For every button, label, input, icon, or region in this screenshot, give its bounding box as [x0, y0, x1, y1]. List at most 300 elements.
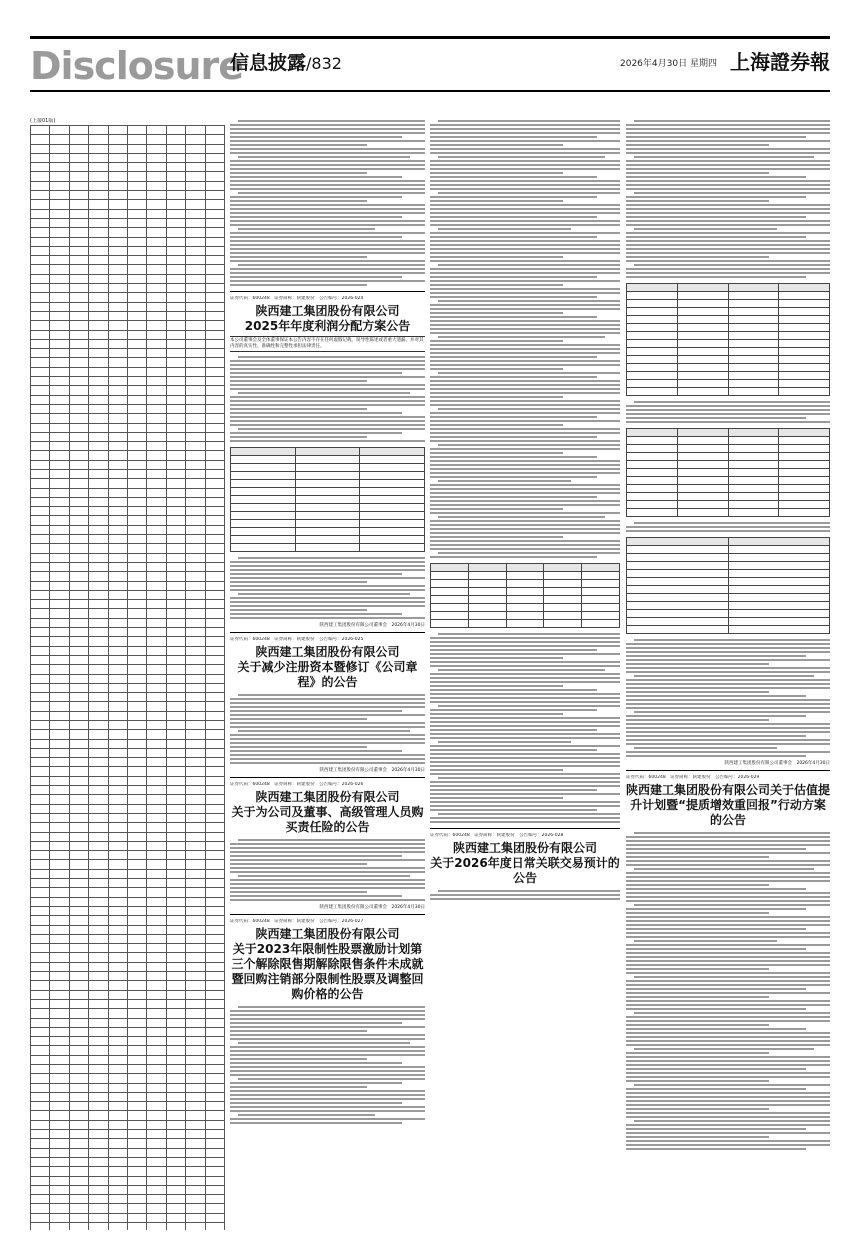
- table-cell: [147, 674, 166, 683]
- table-cell: [108, 711, 127, 720]
- company-name: 陕西建工集团股份有限公司: [255, 645, 400, 659]
- text-line: [430, 801, 620, 803]
- table-cell: [728, 300, 779, 308]
- text-line: [430, 232, 620, 234]
- table-cell: [205, 256, 224, 265]
- table-cell: [186, 302, 205, 311]
- table-cell: [108, 246, 127, 255]
- table-cell: [166, 637, 185, 646]
- table-row: [31, 944, 225, 953]
- table-cell: [50, 841, 69, 850]
- data-table: [30, 125, 225, 1230]
- table-cell: [127, 460, 146, 469]
- table-cell: [166, 265, 185, 274]
- table-cell: [166, 776, 185, 785]
- text-line: [238, 875, 410, 877]
- table-cell: [166, 163, 185, 172]
- table-cell: [50, 981, 69, 990]
- table-cell: [779, 445, 830, 453]
- table-cell: [728, 469, 779, 477]
- table-cell: [186, 1204, 205, 1213]
- table-cell: [205, 758, 224, 767]
- text-line: [626, 912, 769, 914]
- table-cell: [186, 172, 205, 181]
- table-cell: [728, 626, 830, 634]
- table-cell: [69, 507, 88, 516]
- table-cell: [50, 237, 69, 246]
- table-cell: [147, 302, 166, 311]
- table-cell: [186, 330, 205, 339]
- table-cell: [127, 888, 146, 897]
- section-title-text: 信息披露: [230, 52, 307, 74]
- table-cell: [50, 423, 69, 432]
- table-cell: [677, 445, 728, 453]
- table-cell: [166, 944, 185, 953]
- table-cell: [50, 795, 69, 804]
- table-cell: [69, 1204, 88, 1213]
- table-cell: [360, 504, 425, 512]
- table-cell: [166, 153, 185, 162]
- text-line: [230, 742, 425, 744]
- table-cell: [205, 581, 224, 590]
- table-cell: [50, 618, 69, 627]
- announcement-header: [230, 919, 425, 1002]
- separator: [230, 291, 425, 292]
- text-line: [430, 773, 620, 775]
- table-cell: [108, 460, 127, 469]
- text-line: [626, 1076, 830, 1078]
- table-cell: [108, 1176, 127, 1185]
- table-cell: [69, 572, 88, 581]
- table-cell: [677, 284, 728, 292]
- table-row: [31, 302, 225, 311]
- text-line: [230, 408, 367, 410]
- table-cell: [31, 218, 50, 227]
- table-cell: [205, 1130, 224, 1139]
- text-line: [626, 172, 769, 174]
- table-cell: [431, 612, 469, 620]
- table-cell: [69, 181, 88, 190]
- table-cell: [50, 739, 69, 748]
- table-cell: [127, 1148, 146, 1157]
- table-cell: [186, 739, 205, 748]
- text-line: [230, 1010, 425, 1012]
- table-cell: [50, 516, 69, 525]
- table-cell: [69, 628, 88, 637]
- table-cell: [69, 525, 88, 534]
- text-line: [438, 813, 620, 815]
- table-row: [31, 525, 225, 534]
- table-cell: [50, 730, 69, 739]
- table-cell: [69, 879, 88, 888]
- text-line: [230, 750, 402, 752]
- table-cell: [108, 181, 127, 190]
- table-cell: [166, 879, 185, 888]
- table-cell: [627, 356, 678, 364]
- text-line: [634, 639, 830, 641]
- table-cell: [89, 646, 108, 655]
- table-cell: [166, 1064, 185, 1073]
- table-cell: [127, 358, 146, 367]
- table-cell: [205, 711, 224, 720]
- text-line: [430, 260, 620, 262]
- company-name: 陕西建工集团股份有限公司: [255, 790, 400, 804]
- table-cell: [50, 804, 69, 813]
- table-cell: [205, 674, 224, 683]
- table-cell: [582, 612, 620, 620]
- text-line: [430, 793, 620, 795]
- table-cell: [108, 981, 127, 990]
- table-cell: [186, 934, 205, 943]
- table-cell: [147, 432, 166, 441]
- text-line: [430, 420, 620, 422]
- text-line: [230, 754, 425, 756]
- table-cell: [166, 172, 185, 181]
- table-cell: [50, 851, 69, 860]
- table-cell: [108, 1046, 127, 1055]
- text-line: [430, 645, 620, 647]
- table-cell: [31, 339, 50, 348]
- table-cell: [127, 786, 146, 795]
- text-line: [626, 852, 830, 854]
- table-cell: [127, 144, 146, 153]
- table-cell: [50, 1018, 69, 1027]
- text-line: [430, 320, 620, 322]
- text-line: [430, 208, 620, 210]
- table-cell: [50, 414, 69, 423]
- table-cell: [89, 665, 108, 674]
- text-line: [230, 1086, 367, 1088]
- table-cell: [89, 265, 108, 274]
- table-cell: [127, 674, 146, 683]
- table-cell: [69, 293, 88, 302]
- table-cell: [127, 990, 146, 999]
- separator: [230, 632, 425, 633]
- table-cell: [127, 1018, 146, 1027]
- table-cell: [147, 460, 166, 469]
- text-line: [430, 713, 563, 715]
- text-line: [626, 1140, 830, 1142]
- table-cell: [186, 544, 205, 553]
- table-cell: [69, 1148, 88, 1157]
- table-cell: [108, 758, 127, 767]
- table-cell: [50, 200, 69, 209]
- text-line: [430, 172, 563, 174]
- table-cell: [147, 683, 166, 692]
- table-cell: [147, 730, 166, 739]
- table-row: [627, 546, 830, 554]
- table-cell: [205, 1055, 224, 1064]
- table-cell: [728, 602, 830, 610]
- table-row: [31, 934, 225, 943]
- table-cell: [89, 1176, 108, 1185]
- table-cell: [186, 321, 205, 330]
- text-line: [230, 698, 425, 700]
- text-line: [626, 743, 830, 745]
- table-cell: [89, 1074, 108, 1083]
- text-line: [230, 144, 367, 146]
- table-cell: [108, 218, 127, 227]
- table-cell: [677, 332, 728, 340]
- text-line: [430, 805, 620, 807]
- table-cell: [166, 442, 185, 451]
- table-cell: [295, 512, 360, 520]
- table-row: [31, 293, 225, 302]
- text-line: [230, 368, 425, 370]
- company-name: 陕西建工集团股份有限公司: [255, 927, 400, 941]
- text-line: [626, 884, 769, 886]
- text-line: [626, 144, 769, 146]
- table-cell: [186, 916, 205, 925]
- signature: 陕西建工集团股份有限公司董事会 2026年4月30日: [319, 905, 425, 910]
- table-cell: [31, 386, 50, 395]
- table-cell: [89, 256, 108, 265]
- table-cell: [108, 990, 127, 999]
- table-row: [31, 516, 225, 525]
- table-cell: [50, 442, 69, 451]
- table-cell: [89, 683, 108, 692]
- table-cell: [108, 544, 127, 553]
- table-cell: [779, 469, 830, 477]
- table-cell: [50, 693, 69, 702]
- text-line: [626, 952, 830, 954]
- text-line: [238, 593, 410, 595]
- table-cell: [127, 302, 146, 311]
- table-cell: [69, 535, 88, 544]
- table-cell: [147, 469, 166, 478]
- text-line: [430, 709, 597, 711]
- text-line: [430, 292, 620, 294]
- table-cell: [31, 265, 50, 274]
- table-cell: [108, 786, 127, 795]
- table-cell: [89, 674, 108, 683]
- table-cell: [69, 395, 88, 404]
- table-cell: [205, 432, 224, 441]
- table-cell: [166, 497, 185, 506]
- text-line: [626, 880, 830, 882]
- table-cell: [50, 600, 69, 609]
- text-line: [230, 152, 425, 154]
- text-line: [230, 280, 425, 282]
- table-cell: [50, 562, 69, 571]
- table-cell: [186, 1027, 205, 1036]
- table-row: [31, 1046, 225, 1055]
- text-line: [230, 601, 425, 603]
- table-cell: [295, 464, 360, 472]
- table-cell: [186, 665, 205, 674]
- table-row: [627, 578, 830, 586]
- table-cell: [186, 274, 205, 283]
- table-cell: [166, 1037, 185, 1046]
- table-row: [31, 1018, 225, 1027]
- table-cell: [147, 628, 166, 637]
- table-cell: [108, 1027, 127, 1036]
- table-cell: [147, 990, 166, 999]
- table-cell: [205, 1139, 224, 1148]
- table-cell: [779, 332, 830, 340]
- table-cell: [89, 972, 108, 981]
- table-cell: [147, 739, 166, 748]
- table-row: [431, 620, 620, 628]
- table-cell: [186, 497, 205, 506]
- table-cell: [186, 841, 205, 850]
- text-line: [438, 669, 605, 671]
- table-cell: [166, 1120, 185, 1129]
- table-cell: [127, 925, 146, 934]
- table-cell: [166, 1185, 185, 1194]
- table-cell: [186, 349, 205, 358]
- table-cell: [677, 501, 728, 509]
- text-line: [626, 244, 830, 246]
- table-cell: [89, 1064, 108, 1073]
- table-row: [31, 1223, 225, 1230]
- text-line: [230, 136, 402, 138]
- announcement-header: [626, 775, 830, 828]
- table-cell: [50, 339, 69, 348]
- table-cell: [50, 786, 69, 795]
- text-line: [430, 220, 620, 222]
- table-cell: [147, 1102, 166, 1111]
- table-cell: [50, 126, 69, 135]
- table-cell: [50, 711, 69, 720]
- table-cell: [31, 600, 50, 609]
- text-line: [634, 522, 830, 524]
- table-cell: [295, 488, 360, 496]
- table-cell: [205, 1157, 224, 1166]
- text-line: [438, 516, 605, 518]
- table-cell: [31, 1148, 50, 1157]
- text-line: [430, 136, 597, 138]
- table-cell: [205, 702, 224, 711]
- table-cell: [50, 637, 69, 646]
- table-cell: [89, 628, 108, 637]
- text-line: [626, 1024, 769, 1026]
- table-cell: [31, 1223, 50, 1230]
- table-cell: [205, 693, 224, 702]
- text-line: [626, 1016, 830, 1018]
- table-cell: [166, 581, 185, 590]
- table-cell: [69, 925, 88, 934]
- table-cell: [89, 953, 108, 962]
- table-cell: [69, 1027, 88, 1036]
- table-cell: [205, 999, 224, 1008]
- table-row: [31, 386, 225, 395]
- table-row: [31, 246, 225, 255]
- table-cell: [89, 590, 108, 599]
- table-cell: [31, 739, 50, 748]
- text-line: [230, 1038, 425, 1040]
- table-cell: [186, 832, 205, 841]
- table-cell: [166, 655, 185, 664]
- text-line: [626, 715, 806, 717]
- table-cell: [166, 256, 185, 265]
- text-block: [430, 118, 620, 560]
- table-cell: [186, 860, 205, 869]
- text-line: [626, 148, 830, 150]
- text-line: [438, 777, 620, 779]
- table-row: [627, 348, 830, 356]
- table-cell: [147, 711, 166, 720]
- table-cell: [31, 999, 50, 1008]
- table-cell: [69, 544, 88, 553]
- table-cell: [108, 795, 127, 804]
- text-line: [230, 1082, 402, 1084]
- text-line: [230, 424, 425, 426]
- table-cell: [108, 200, 127, 209]
- table-cell: [166, 1139, 185, 1148]
- table-cell: [186, 507, 205, 516]
- text-line: [230, 124, 425, 126]
- table-cell: [127, 237, 146, 246]
- table-cell: [186, 609, 205, 618]
- text-line: [626, 1112, 830, 1114]
- text-line: [438, 300, 620, 302]
- text-line: [238, 264, 425, 266]
- table-cell: [205, 655, 224, 664]
- text-line: [230, 224, 425, 226]
- text-line: [626, 972, 830, 974]
- table-cell: [728, 485, 779, 493]
- table-cell: [127, 256, 146, 265]
- table-cell: [627, 284, 678, 292]
- table-cell: [205, 609, 224, 618]
- text-line: [430, 400, 620, 402]
- table-cell: [147, 804, 166, 813]
- column-3: [430, 118, 620, 1230]
- table-cell: [127, 1055, 146, 1064]
- text-line: [430, 204, 620, 206]
- text-line: [230, 236, 402, 238]
- text-line: [626, 184, 830, 186]
- table-cell: [166, 841, 185, 850]
- table-cell: [166, 200, 185, 209]
- text-block: [230, 692, 425, 766]
- text-line: [634, 228, 777, 230]
- text-line: [230, 260, 425, 262]
- table-row: [627, 594, 830, 602]
- table-cell: [205, 1213, 224, 1222]
- table-cell: [50, 999, 69, 1008]
- table-cell: [295, 480, 360, 488]
- table-cell: [205, 414, 224, 423]
- text-line: [626, 872, 830, 874]
- table-cell: [205, 423, 224, 432]
- table-cell: [69, 1176, 88, 1185]
- table-cell: [89, 451, 108, 460]
- table-cell: [69, 246, 88, 255]
- table-cell: [108, 851, 127, 860]
- table-cell: [31, 1120, 50, 1129]
- table-cell: [69, 562, 88, 571]
- text-line: [626, 731, 830, 733]
- table-row: [627, 618, 830, 626]
- table-row: [31, 126, 225, 135]
- table-cell: [295, 456, 360, 464]
- table-cell: [31, 925, 50, 934]
- table-cell: [205, 237, 224, 246]
- table-cell: [108, 999, 127, 1008]
- table-cell: [108, 721, 127, 730]
- table-cell: [468, 580, 506, 588]
- table-cell: [50, 590, 69, 599]
- text-line: [430, 468, 620, 470]
- table-cell: [186, 1176, 205, 1185]
- table-cell: [205, 246, 224, 255]
- text-line: [626, 216, 806, 218]
- table-cell: [431, 604, 469, 612]
- table-cell: [205, 302, 224, 311]
- table-cell: [89, 284, 108, 293]
